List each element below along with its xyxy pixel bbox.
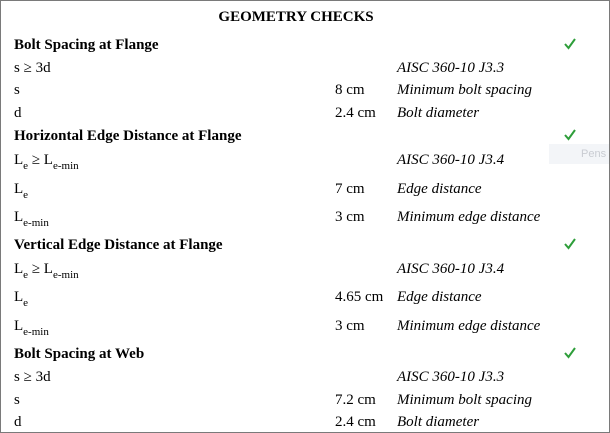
- description-cell: Minimum edge distance: [397, 209, 541, 225]
- value-cell: 8 cm: [335, 82, 365, 98]
- description-cell: AISC 360-10 J3.3: [397, 369, 505, 385]
- symbol-cell: s ≥ 3d: [14, 369, 51, 385]
- check-row: [1, 369, 609, 391]
- description-cell: AISC 360-10 J3.4: [397, 152, 505, 168]
- symbol-cell: d: [14, 105, 22, 121]
- section-header: [1, 37, 609, 59]
- section-header: [1, 128, 609, 150]
- check-row: [1, 318, 609, 340]
- symbol-cell: s ≥ 3d: [14, 60, 51, 76]
- checkmark-icon: [563, 128, 577, 142]
- checkmark-icon: [563, 346, 577, 360]
- value-cell: 2.4 cm: [335, 105, 376, 121]
- check-row: [1, 289, 609, 311]
- value-cell: 2.4 cm: [335, 414, 376, 430]
- section-heading: Bolt Spacing at Flange: [14, 37, 159, 53]
- check-row: [1, 105, 609, 127]
- check-row: [1, 261, 609, 283]
- description-cell: Minimum bolt spacing: [397, 392, 532, 408]
- check-row: [1, 414, 609, 433]
- description-cell: AISC 360-10 J3.3: [397, 60, 505, 76]
- section-header: [1, 346, 609, 368]
- symbol-cell: $L_e$: [14, 289, 29, 309]
- value-cell: 4.65 cm: [335, 289, 384, 305]
- symbol-cell: $L_e$: [14, 181, 29, 201]
- checkmark-icon: [563, 37, 577, 51]
- symbol-cell: $L_e \ge L_{e-min}$: [14, 152, 79, 172]
- description-cell: Bolt diameter: [397, 105, 480, 121]
- section-header: [1, 237, 609, 259]
- symbol-cell: $L_{e-min}$: [14, 209, 49, 229]
- check-row: [1, 209, 609, 231]
- description-cell: Minimum bolt spacing: [397, 82, 532, 98]
- value-cell: 3 cm: [335, 318, 365, 334]
- check-row: [1, 60, 609, 82]
- faded-overlay-hint: Pens: [549, 144, 610, 164]
- panel-title: GEOMETRY CHECKS: [218, 9, 374, 25]
- value-cell: 7.2 cm: [335, 392, 376, 408]
- description-cell: Bolt diameter: [397, 414, 480, 430]
- symbol-cell: s: [14, 82, 20, 98]
- description-cell: AISC 360-10 J3.4: [397, 261, 505, 277]
- symbol-cell: s: [14, 392, 20, 408]
- value-cell: 3 cm: [335, 209, 365, 225]
- section-heading: Bolt Spacing at Web: [14, 346, 145, 362]
- check-row: [1, 392, 609, 414]
- symbol-cell: $L_e \ge L_{e-min}$: [14, 261, 79, 281]
- check-row: [1, 82, 609, 104]
- section-heading: Horizontal Edge Distance at Flange: [14, 128, 242, 144]
- description-cell: Edge distance: [397, 289, 482, 305]
- description-cell: Minimum edge distance: [397, 318, 541, 334]
- checkmark-icon: [563, 237, 577, 251]
- section-heading: Vertical Edge Distance at Flange: [14, 237, 223, 253]
- description-cell: Edge distance: [397, 181, 482, 197]
- check-row: [1, 181, 609, 203]
- symbol-cell: d: [14, 414, 22, 430]
- check-row: [1, 152, 609, 174]
- symbol-cell: $L_{e-min}$: [14, 318, 49, 338]
- value-cell: 7 cm: [335, 181, 365, 197]
